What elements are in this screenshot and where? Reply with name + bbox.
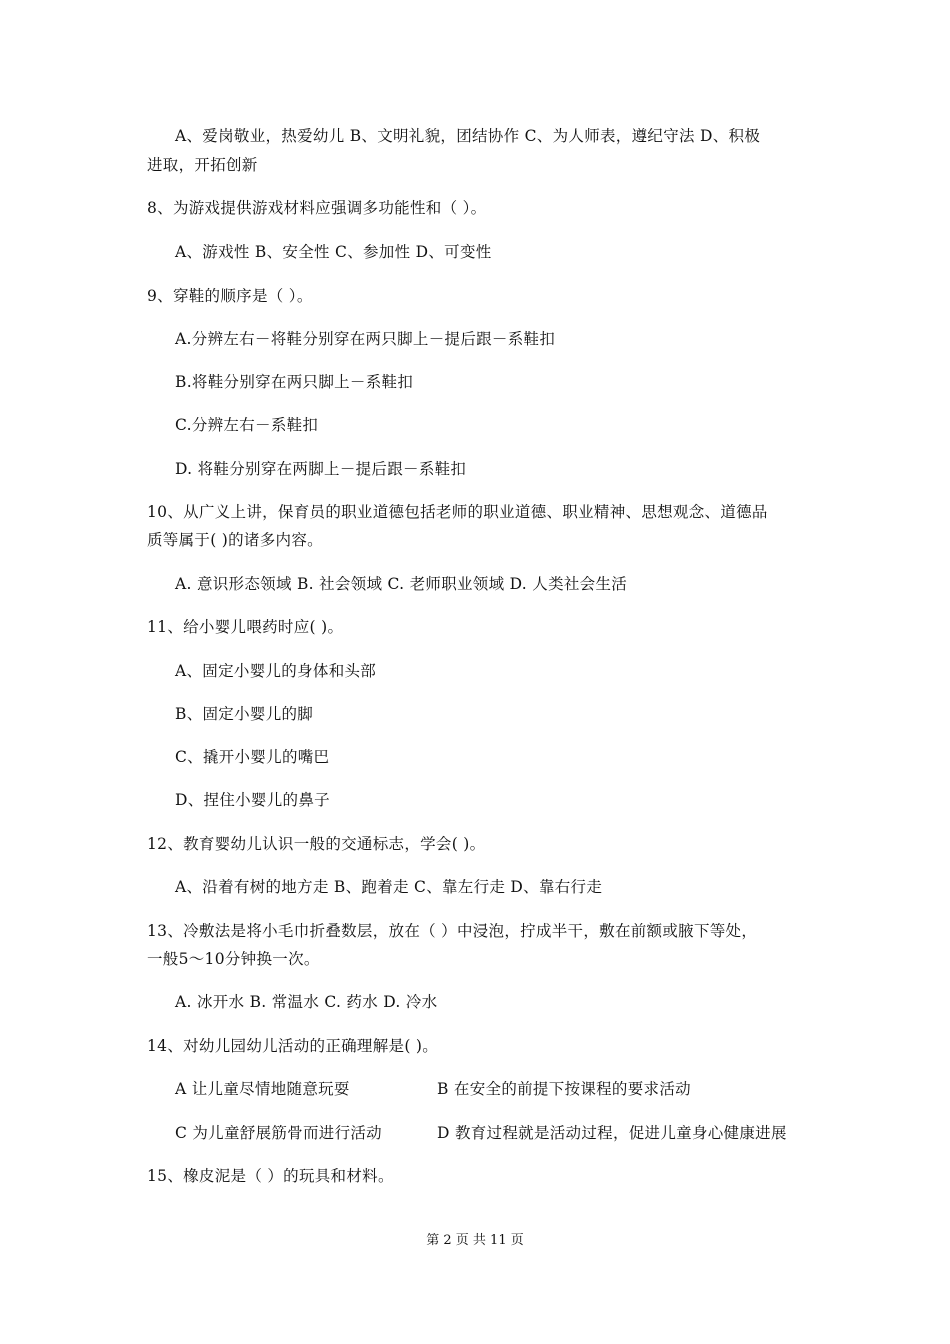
q8-stem: 8、为游戏提供游戏材料应强调多功能性和（ ）。 (147, 199, 487, 217)
q13-stem-line1: 13、冷敷法是将小毛巾折叠数层，放在（ ）中浸泡，拧成半干，敷在前额或腋下等处， (147, 922, 758, 940)
q14-option-a: A 让儿童尽情地随意玩耍 (175, 1080, 350, 1098)
q9-stem: 9、穿鞋的顺序是（ ）。 (147, 287, 313, 305)
q9-option-c: C.分辨左右－系鞋扣 (175, 416, 319, 434)
q12-options: A、沿着有树的地方走 B、跑着走 C、靠左行走 D、靠右行走 (175, 878, 603, 896)
q14-stem: 14、对幼儿园幼儿活动的正确理解是( )。 (147, 1037, 439, 1055)
q14-option-b: B 在安全的前提下按课程的要求活动 (437, 1080, 691, 1098)
q8-options: A、游戏性 B、安全性 C、参加性 D、可变性 (175, 243, 492, 261)
q9-option-a: A.分辨左右－将鞋分别穿在两只脚上－提后跟－系鞋扣 (175, 330, 556, 348)
q14-option-c: C 为儿童舒展筋骨而进行活动 (175, 1124, 382, 1142)
q13-stem-line2: 一般5～10分钟换一次。 (147, 950, 320, 968)
q7-options-line2: 进取，开拓创新 (147, 156, 258, 174)
q10-options: A. 意识形态领域 B. 社会领域 C. 老师职业领域 D. 人类社会生活 (175, 575, 628, 593)
q10-stem-line1: 10、从广义上讲，保育员的职业道德包括老师的职业道德、职业精神、思想观念、道德品 (147, 503, 768, 521)
q13-options: A. 冰开水 B. 常温水 C. 药水 D. 冷水 (175, 993, 438, 1011)
page-footer: 第 2 页 共 11 页 (426, 1233, 524, 1248)
q9-option-d: D. 将鞋分别穿在两脚上－提后跟－系鞋扣 (175, 460, 467, 478)
q15-stem: 15、橡皮泥是（ ）的玩具和材料。 (147, 1167, 394, 1185)
q14-option-d: D 教育过程就是活动过程，促进儿童身心健康进展 (437, 1124, 787, 1142)
q7-options-line1: A、爱岗敬业，热爱幼儿 B、文明礼貌，团结协作 C、为人师表，遵纪守法 D、积极 (175, 127, 761, 145)
q11-stem: 11、给小婴儿喂药时应( )。 (147, 618, 344, 636)
q11-option-c: C、撬开小婴儿的嘴巴 (175, 748, 330, 766)
q11-option-d: D、捏住小婴儿的鼻子 (175, 791, 330, 809)
q9-option-b: B.将鞋分别穿在两只脚上－系鞋扣 (175, 373, 414, 391)
q11-option-b: B、固定小婴儿的脚 (175, 705, 314, 723)
q12-stem: 12、教育婴幼儿认识一般的交通标志，学会( )。 (147, 835, 486, 853)
q11-option-a: A、固定小婴儿的身体和头部 (175, 662, 377, 680)
q10-stem-line2: 质等属于( )的诸多内容。 (147, 531, 323, 549)
